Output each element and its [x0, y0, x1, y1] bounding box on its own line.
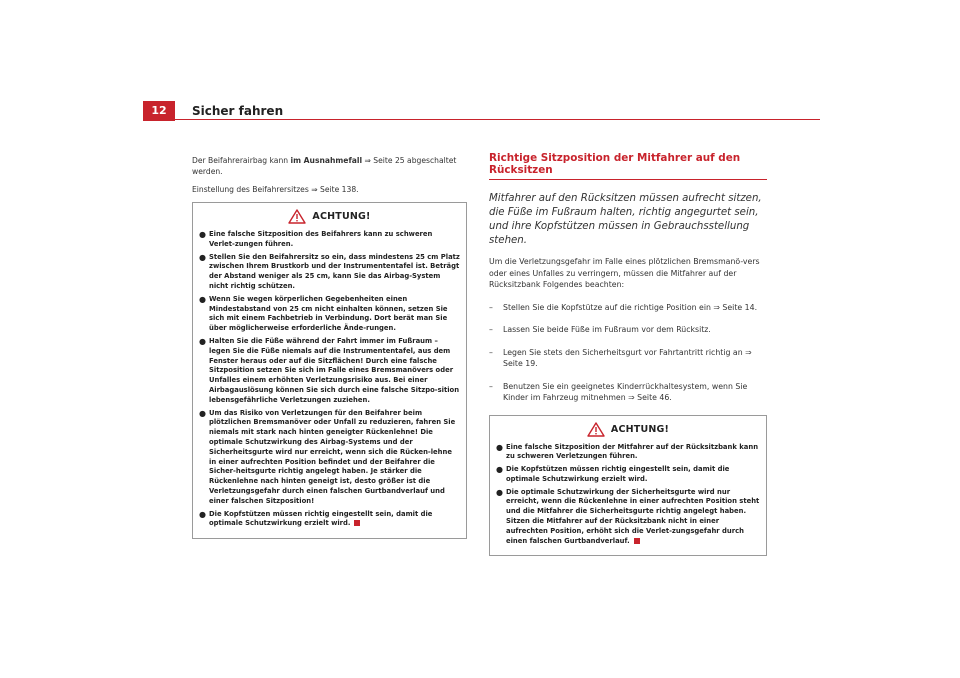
- warning-item: [199, 295, 460, 334]
- warning-item: [199, 253, 460, 292]
- warning-item-text: Stellen Sie den Beifahrersitz so ein, dass mindestens 25 cm Platz zwischen Ihrem Brustkorb und der Instrumententafel ist. Beträgt der Abstand weniger als 25 cm, kann Sie das Airbag-System nicht richtig schützen.: [208, 252, 460, 290]
- section-lead: Mitfahrer auf den Rücksitzen müssen aufrecht sitzen, die Füße im Fußraum halten, richtig angegurtet sein, und ihre Kopfstützen müssen in Gebrauchsstellung stehen.: [489, 193, 762, 246]
- airbag-note: [192, 155, 467, 177]
- warning-item: [496, 488, 760, 547]
- bullet: ●: [199, 336, 206, 346]
- right-column: [489, 152, 767, 556]
- bullet: ●: [199, 408, 206, 418]
- warning-item-text: [209, 510, 460, 530]
- bullet: ●: [199, 294, 206, 304]
- warning-item: [199, 510, 460, 530]
- warning-item-text: Um das Risiko von Verletzungen für den Beifahrer beim plötzlichen Bremsmanöver oder Unfall zu reduzieren, fahren Sie niemals mit stark nach hinten geneigter Rückenlehne! Die optimale Schutzwirkung des Airbag-Systems und der Sicherheitsgurte wird nur erreicht, wenn sich die Rücken-lehne in einer aufrechten Position befindet und der Beifahrer die Sicher-heitsgurte richtig angelegt haben. Je stärker die Rückenlehne nach hinten geneigt ist, desto größer ist die Verletzungsgefahr durch einen falschen Gurtbandverlauf und einer falschen Sitzposition!: [208, 408, 456, 505]
- step-item: [489, 381, 767, 404]
- bullet: ●: [199, 509, 206, 519]
- warning-title: ACHTUNG!: [610, 423, 670, 435]
- bullet: ●: [199, 252, 206, 262]
- warning-triangle-icon: [587, 422, 605, 437]
- warning-item-text-last: Die Kopfstützen müssen richtig eingestellt sein, damit die optimale Schutzwirkung erzielt wird.: [208, 509, 433, 528]
- warning-title: ACHTUNG!: [312, 211, 371, 222]
- dash: –: [489, 302, 493, 312]
- dash: –: [489, 325, 493, 334]
- step-item: [489, 302, 767, 314]
- warning-item-text-last: Die optimale Schutzwirkung der Sicherheitsgurte wird nur erreicht, wenn die Rückenlehne in einer aufrechten Position steht und die Mitfahrer die Sicherheitsgurte richtig angelegt haben. Sitzen die Mitfahrer auf der Rücksitzbank nicht in einer aufrechten Position, erhöht sich die Verlet-zungsgefahr durch einen falschen Gurtbandverlauf.: [505, 487, 760, 545]
- warning-item: [199, 409, 460, 507]
- seat-adjust-note: Einstellung des Beifahrersitzes ⇒ Seite 138.: [192, 185, 359, 194]
- page-title: Sicher fahren: [192, 104, 284, 118]
- warning-item-text: Wenn Sie wegen körperlichen Gegebenheiten einen Mindestabstand von 25 cm nicht einhalten können, setzen Sie sich mit einem Fachbetrieb in Verbindung. Dort berät man Sie über möglicherweise erforderliche Ände-rungen.: [208, 294, 448, 333]
- step-item: [489, 347, 767, 370]
- warning-item: [199, 337, 460, 406]
- end-mark-icon: [634, 538, 640, 544]
- warning-item-text: Eine falsche Sitzposition des Beifahrers kann zu schweren Verlet-zungen führen.: [208, 230, 433, 248]
- warning-item-text: Eine falsche Sitzposition der Mitfahrer auf der Rücksitzbank kann zu schweren Verletzungen führen.: [505, 442, 759, 461]
- warning-item: [199, 230, 460, 250]
- airbag-note-bold: im Ausnahmefall: [290, 156, 363, 165]
- step-item: [489, 324, 767, 336]
- warning-item: [496, 465, 760, 485]
- step-text: Legen Sie stets den Sicherheitsgurt vor Fahrtantritt richtig an ⇒ Seite 19.: [503, 347, 752, 368]
- warning-triangle-icon: [288, 209, 306, 224]
- section-body: Um die Verletzungsgefahr im Falle eines plötzlichen Bremsmanö-vers oder eines Unfalles zu verringern, müssen die Mitfahrer auf der Rücksitzbank Folgendes beachten:: [489, 257, 760, 289]
- warning-header: [496, 422, 760, 437]
- end-mark-icon: [354, 520, 360, 526]
- bullet: ●: [199, 230, 206, 239]
- step-text: Lassen Sie beide Füße im Fußraum vor dem Rücksitz.: [503, 325, 711, 334]
- warning-item-text: Halten Sie die Füße während der Fahrt immer im Fußraum – legen Sie die Füße niemals auf die Instrumententafel, aus dem Fenster heraus oder auf die Sitzflächen! Durch eine falsche Sitzposition setzen Sie sich im Falle eines Bremsmanövers oder Unfalles einem erhöhten Verletzungsrisiko aus. Bei einer Airbagauslösung können Sie sich durch eine falsche Sitzpo-sition lebensgefährliche Verletzungen zuziehen.: [208, 336, 460, 404]
- airbag-note-pre: Der Beifahrerairbag kann: [192, 156, 291, 165]
- header-rule: [175, 119, 820, 120]
- warning-box-passenger: [192, 202, 467, 539]
- step-text: Stellen Sie die Kopfstütze auf die richtige Position ein ⇒ Seite 14.: [503, 302, 758, 312]
- bullet: ●: [496, 465, 503, 475]
- step-text: Benutzen Sie ein geeignetes Kinderrückhaltesystem, wenn Sie Kinder im Fahrzeug mitnehmen ⇒ Seite 46.: [503, 381, 748, 402]
- warning-item: [496, 443, 760, 463]
- warning-box-rear: [489, 415, 767, 557]
- bullet: ●: [496, 442, 503, 452]
- dash: –: [489, 347, 493, 357]
- dash: –: [489, 381, 493, 391]
- warning-header: [199, 209, 460, 224]
- section-title: Richtige Sitzposition der Mitfahrer auf den Rücksitzen: [489, 152, 767, 180]
- bullet: ●: [496, 487, 503, 497]
- left-column: [192, 155, 467, 539]
- warning-item-text: Die Kopfstützen müssen richtig eingestellt sein, damit die optimale Schutzwirkung erzielt wird.: [505, 465, 730, 483]
- warning-item-text: [506, 488, 760, 547]
- airbag-note-post: ⇒ Seite 25 abgeschaltet werden.: [192, 156, 457, 176]
- page-number: 12: [143, 101, 175, 121]
